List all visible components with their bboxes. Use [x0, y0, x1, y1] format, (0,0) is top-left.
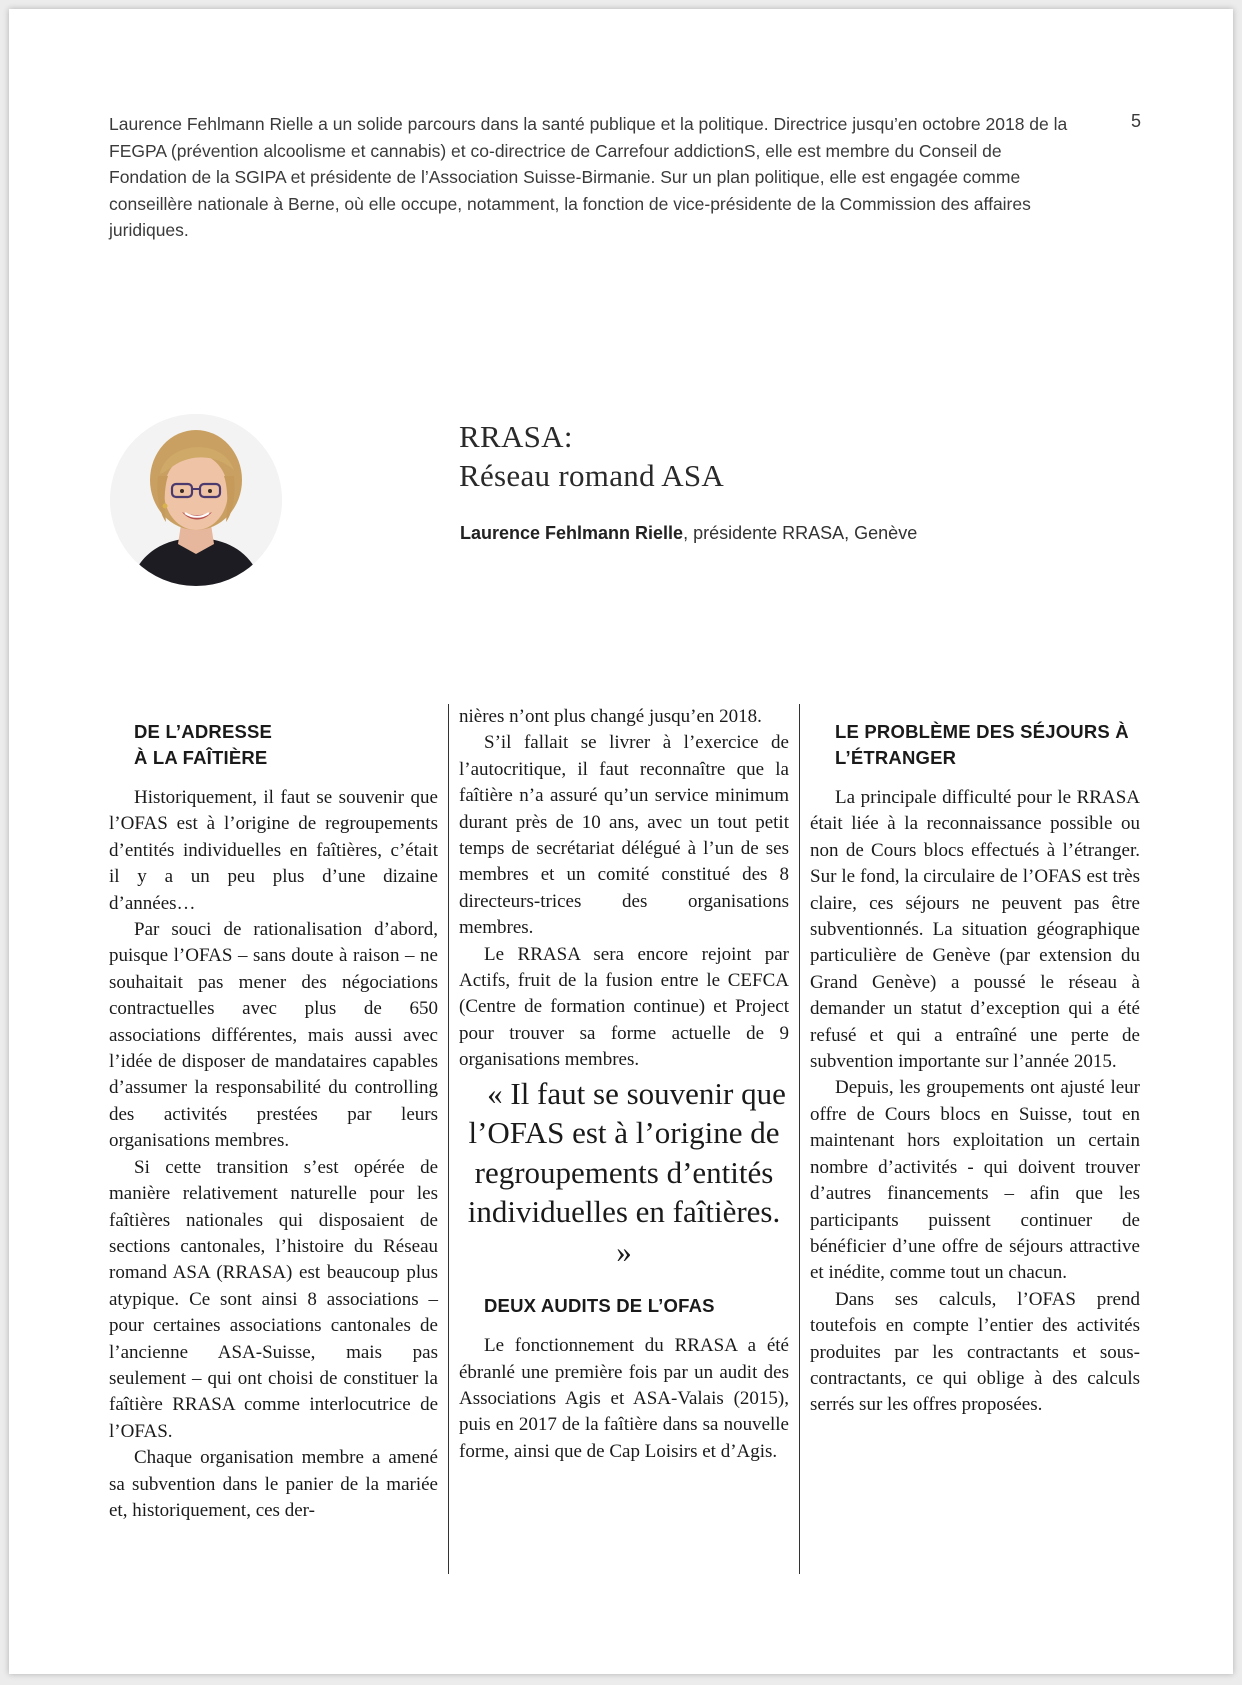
paragraph: Le fonctionnement du RRASA a été ébranlé une première fois par un audit des Associations Agis et ASA-Valais (2015), puis en 2017 de la faîtière dans sa nouvelle forme, ainsi que de Cap Loisirs et d’Agis.: [459, 1335, 789, 1462]
article-title-line2: Réseau romand ASA: [459, 458, 725, 493]
paragraph: S’il fallait se livrer à l’exercice de l’autocritique, il faut reconnaître que la faîtière n’a assuré qu’un service minimum durant près de 10 ans, avec un tout petit temps de secrétariat délégué à l’un de ses membres et un comité constitué des 8 directeurs-trices des organisations membres.: [459, 732, 789, 939]
author-role: , présidente RRASA, Genève: [683, 523, 918, 543]
paragraph: Par souci de rationalisation d’abord, puisque l’OFAS – sans doute à raison – ne souhaitait pas mener des négociations contractuelles avec plus de 650 associations différentes, mais aussi avec l’idée de disposer de mandataires capables d’assumer la responsabilité du controlling des activités prestées par leurs organisations membres.: [109, 919, 438, 1152]
article-title-line1: RRASA:: [459, 419, 573, 454]
page-number: 5: [1130, 111, 1141, 131]
byline: [460, 523, 917, 544]
heading-line: L’ÉTRANGER: [835, 747, 957, 768]
section-heading-audits: DEUX AUDITS DE L’OFAS: [484, 1295, 715, 1317]
paragraph: Depuis, les groupements ont ajusté leur offre de Cours blocs en Suisse, tout en maintenant hors exploitation un certain nombre d’activités - qui doivent trouver d’autres financements – afin que les participants puissent continuer de bénéficier d’une offre de séjours attractive et inédite, comme tout un chacun.: [810, 1077, 1140, 1284]
pull-quote: « Il faut se souvenir que l’OFAS est à l’origine de regroupements d’entités individuelles en faîtières. »: [467, 1075, 786, 1269]
paragraph: Chaque organisation membre a amené sa subvention dans le panier de la mariée et, historiquement, ces der-: [109, 1447, 438, 1521]
column-2: [459, 704, 789, 1465]
paragraph: La principale difficulté pour le RRASA était liée à la reconnaissance possible ou non de Cours blocs effectués à l’étranger. Sur le fond, la circulaire de l’OFAS est très claire, ces séjours ne peuvent pas être subventionnés. La situation géographique particulière de Genève (par extension du Grand Genève) a poussé le réseau à demander un statut d’exception qui a été refusé et qui a entraîné une perte de subvention importante sur l’année 2015.: [810, 787, 1140, 1073]
section-heading-sejours: [835, 719, 1140, 771]
column-3: [810, 704, 1140, 1419]
paragraph: Si cette transition s’est opérée de manière relativement naturelle pour les faîtières nationales qui disposaient de sections cantonales, l’histoire du Réseau romand ASA (RRASA) est beaucoup plus atypique. Ce sont ainsi 8 associations – pour certaines associations cantonales de l’ancienne ASA-Suisse, mais pas seulement – qui ont choisi de constituer la faîtière RRASA comme interlocutrice de l’OFAS.: [109, 1156, 438, 1442]
intro-paragraph: Laurence Fehlmann Rielle a un solide parcours dans la santé publique et la politique. Directrice jusqu’en octobre 2018 de la FEGPA (prévention alcoolisme et cannabis) et co-directrice de Carrefour addictionS, elle est membre du Conseil de Fondation de la SGIPA et présidente de l’Association Suisse-Birmanie. Sur un plan politique, elle est engagée comme conseillère nationale à Berne, où elle occupe, notamment, la fonction de vice-présidente de la Commission des affaires juridiques.: [109, 114, 1068, 240]
paragraph: Historiquement, il faut se souvenir que l’OFAS est à l’origine de regroupements d’entités individuelles en faîtières, c’était il y a un peu plus d’une dizaine d’années…: [109, 787, 438, 914]
heading-line: DE L’ADRESSE: [134, 721, 273, 742]
section-heading-adresse: [134, 719, 438, 771]
paragraph: Dans ses calculs, l’OFAS prend toutefois en compte l’entier des activités produites par les contractants et sous-contractants, ce qui oblige à des calculs serrés sur les offres proposées.: [810, 1288, 1140, 1416]
paragraph: nières n’ont plus changé jusqu’en 2018.: [459, 706, 762, 727]
author-portrait-image: [110, 414, 282, 586]
page: [9, 9, 1233, 1674]
column-divider-1: [448, 704, 449, 1574]
author-name: Laurence Fehlmann Rielle: [460, 523, 684, 543]
column-1: [109, 704, 438, 1524]
article-title: [459, 417, 724, 495]
column-divider-2: [799, 704, 800, 1574]
paragraph: Le RRASA sera encore rejoint par Actifs, fruit de la fusion entre le CEFCA (Centre de formation continue) et Project pour trouver sa forme actuelle de 9 organisations membres.: [459, 943, 789, 1071]
heading-line: LE PROBLÈME DES SÉJOURS À: [835, 721, 1129, 742]
heading-line: À LA FAÎTIÈRE: [134, 747, 268, 768]
author-portrait: [110, 414, 282, 586]
